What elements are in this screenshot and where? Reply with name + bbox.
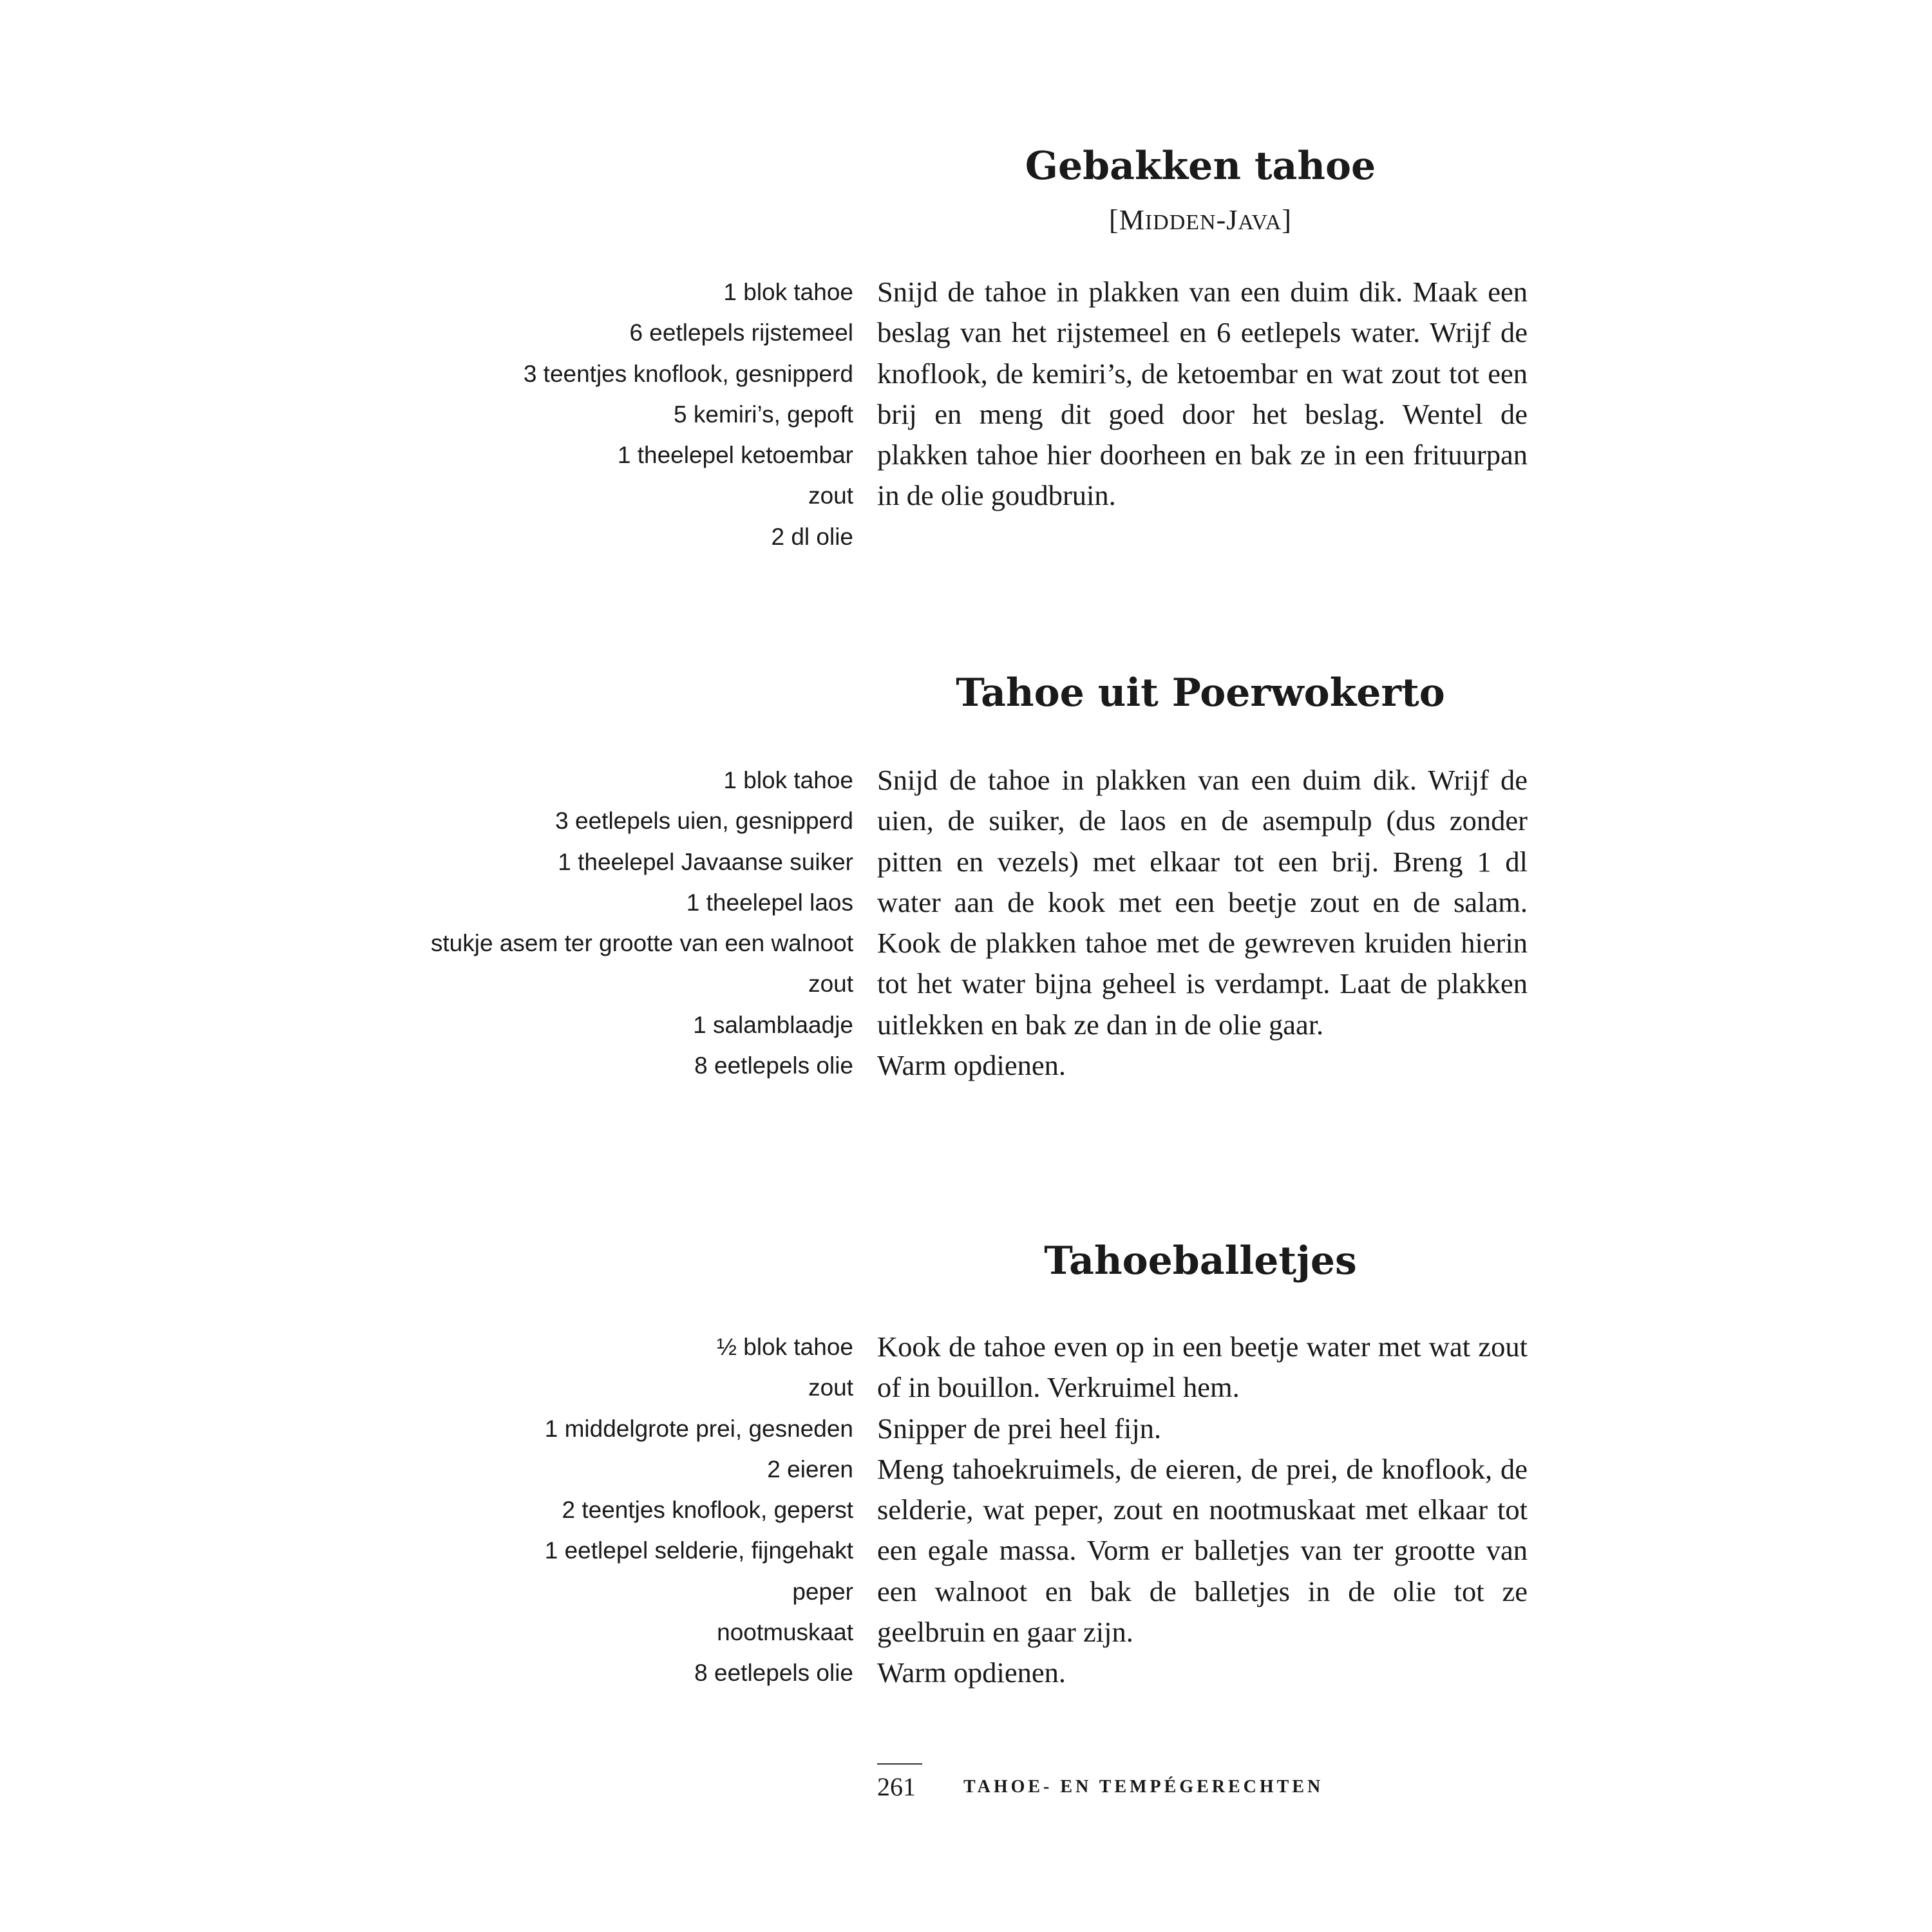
ingredient: 1 middelgrote prei, gesneden <box>544 1415 853 1442</box>
ingredient: 8 eetlepels olie <box>694 1052 853 1079</box>
ingredient: 6 eetlepels rijstemeel <box>629 319 853 346</box>
ingredient: 3 teentjes knoflook, gesnipperd <box>523 360 853 387</box>
method-paragraph: Snijd de tahoe in plakken van een duim dik. Wrijf de uien, de suiker, de laos en de asempulp (dus zonder pitten en vezels) met elkaar tot een brij. Breng 1 dl water aan de kook met een beetje zout en de salam. Kook de plakken tahoe met de gewreven kruiden hierin tot het water bijna geheel is verdampt. Laat de plakken uitlekken en bak ze dan in de olie gaar. <box>877 764 1528 1041</box>
page-number: 261 <box>877 1772 916 1801</box>
region-bracket-close: ] <box>1282 204 1292 236</box>
ingredient: stukje asem ter grootte van een walnoot <box>430 930 853 957</box>
ingredient: 1 salamblaadje <box>693 1011 853 1038</box>
method-paragraph: Snipper de prei heel fijn. <box>877 1412 1162 1444</box>
region-initial: J <box>1226 204 1238 236</box>
method-paragraph: Kook de tahoe even op in een beetje water met wat zout of in bouillon. Verkruimel hem. <box>877 1331 1528 1404</box>
ingredient-list <box>524 272 853 557</box>
ingredient: 1 theelepel laos <box>686 889 853 916</box>
recipe-title: Gebakken tahoe <box>1025 144 1376 189</box>
ingredient: 1 blok tahoe <box>723 767 853 793</box>
method-paragraph: Meng tahoekruimels, de eieren, de prei, de knoflook, de selderie, wat peper, zout en nootmuskaat met elkaar tot een egale massa. Vorm er balletjes van ter grootte van een walnoot en bak de balletjes in de olie tot ze geelbruin en gaar zijn. <box>877 1452 1528 1649</box>
ingredient: 1 theelepel Javaanse suiker <box>558 848 853 875</box>
ingredient: 1 blok tahoe <box>723 279 853 305</box>
ingredient: nootmuskaat <box>717 1619 853 1646</box>
running-head: TAHOE- EN TEMPÉGERECHTEN <box>963 1777 1324 1797</box>
region-smallcaps: AVA <box>1238 211 1282 234</box>
region-smallcaps: IDDEN <box>1144 211 1217 234</box>
ingredient: zout <box>808 482 853 509</box>
method-text <box>877 760 1528 1086</box>
region-initial: M <box>1119 204 1145 236</box>
footer-rule <box>877 1763 922 1765</box>
ingredient-list <box>545 1327 853 1694</box>
region-dash: - <box>1216 204 1227 236</box>
ingredient: 1 eetlepel selderie, fijngehakt <box>544 1537 853 1564</box>
recipe-region <box>878 201 1522 242</box>
region-bracket-open: [ <box>1109 204 1119 236</box>
recipe-title: Tahoeballetjes <box>1044 1238 1357 1283</box>
method-paragraph: Warm opdienen. <box>877 1049 1066 1082</box>
ingredient: 8 eetlepels olie <box>694 1660 853 1687</box>
ingredient: 2 eieren <box>767 1455 853 1482</box>
ingredient: 2 teentjes knoflook, geperst <box>562 1497 853 1524</box>
ingredient: zout <box>808 1374 853 1401</box>
ingredient: 1 theelepel ketoembar <box>617 442 853 469</box>
ingredient: zout <box>808 971 853 998</box>
method-text <box>877 272 1528 516</box>
ingredient: 5 kemiri’s, gepoft <box>674 401 853 428</box>
ingredient-list <box>431 760 853 1086</box>
recipe-title: Tahoe uit Poerwokerto <box>956 670 1445 715</box>
ingredient: 3 eetlepels uien, gesnipperd <box>555 808 853 835</box>
ingredient: 2 dl olie <box>771 523 853 550</box>
method-text <box>877 1327 1528 1694</box>
ingredient: ½ blok tahoe <box>717 1334 853 1360</box>
ingredient: peper <box>792 1578 853 1605</box>
method-paragraph: Snijd de tahoe in plakken van een duim dik. Maak een beslag van het rijstemeel en 6 eetlepels water. Wrijf de knoflook, de kemiri’s, de ketoembar en wat zout tot een brij en meng dit goed door het beslag. Wentel de plakken tahoe hier doorheen en bak ze in een frituurpan in de olie goudbruin. <box>877 276 1528 512</box>
method-paragraph: Warm opdienen. <box>877 1656 1066 1689</box>
